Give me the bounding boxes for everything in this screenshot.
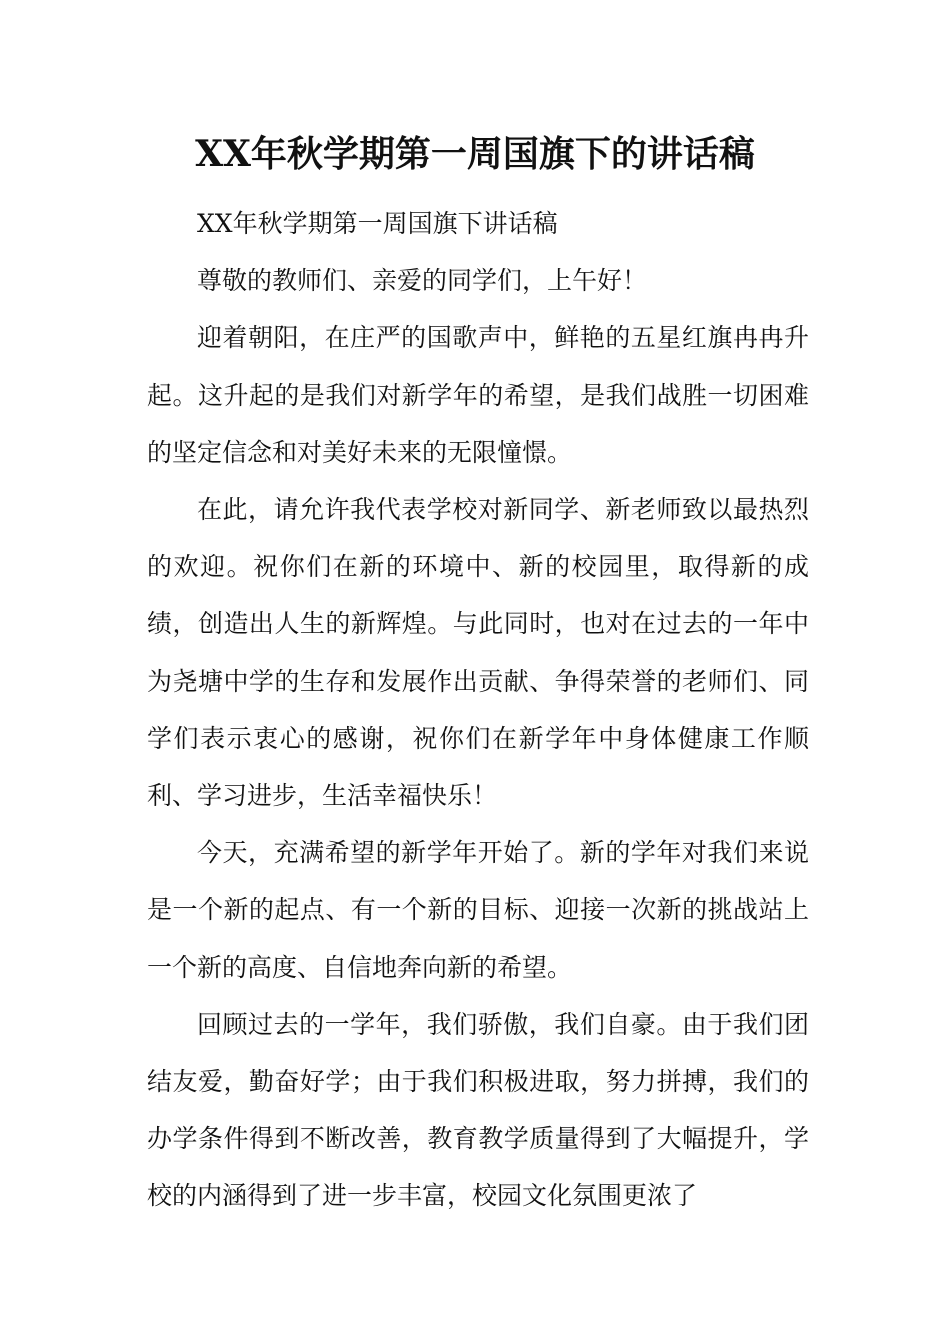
paragraph: 在此，请允许我代表学校对新同学、新老师致以最热烈的欢迎。祝你们在新的环境中、新的校园里，取得新的成绩，创造出人生的新辉煌。与此同时，也对在过去的一年中为尧塘中学的生存和发展作出贡献、争得荣誉的老师们、同学们表示衷心的感谢，祝你们在新学年中身体健康工作顺利、学习进步，生活幸福快乐！ [147,495,809,811]
paragraph-greeting: 尊敬的教师们、亲爱的同学们，上午好！ [197,266,648,296]
paragraph: 回顾过去的一学年，我们骄傲，我们自豪。由于我们团结友爱，勤奋好学；由于我们积极进取，努力拼搏，我们的办学条件得到不断改善，教育教学质量得到了大幅提升，学校的内涵得到了进一步丰富，校园文化氛围更浓了 [147,1009,809,1211]
document-title: XX年秋学期第一周国旗下的讲话稿 [195,133,755,175]
paragraph: 迎着朝阳，在庄严的国歌声中，鲜艳的五星红旗冉冉升起。这升起的是我们对新学年的希望，是我们战胜一切困难的坚定信念和对美好未来的无限憧憬。 [147,323,809,467]
paragraph: 今天，充满希望的新学年开始了。新的学年对我们来说是一个新的起点、有一个新的目标、迎接一次新的挑战站上一个新的高度、自信地奔向新的希望。 [147,838,809,982]
document-body [147,195,809,1225]
paragraph-subtitle: XX年秋学期第一周国旗下讲话稿 [197,209,558,238]
